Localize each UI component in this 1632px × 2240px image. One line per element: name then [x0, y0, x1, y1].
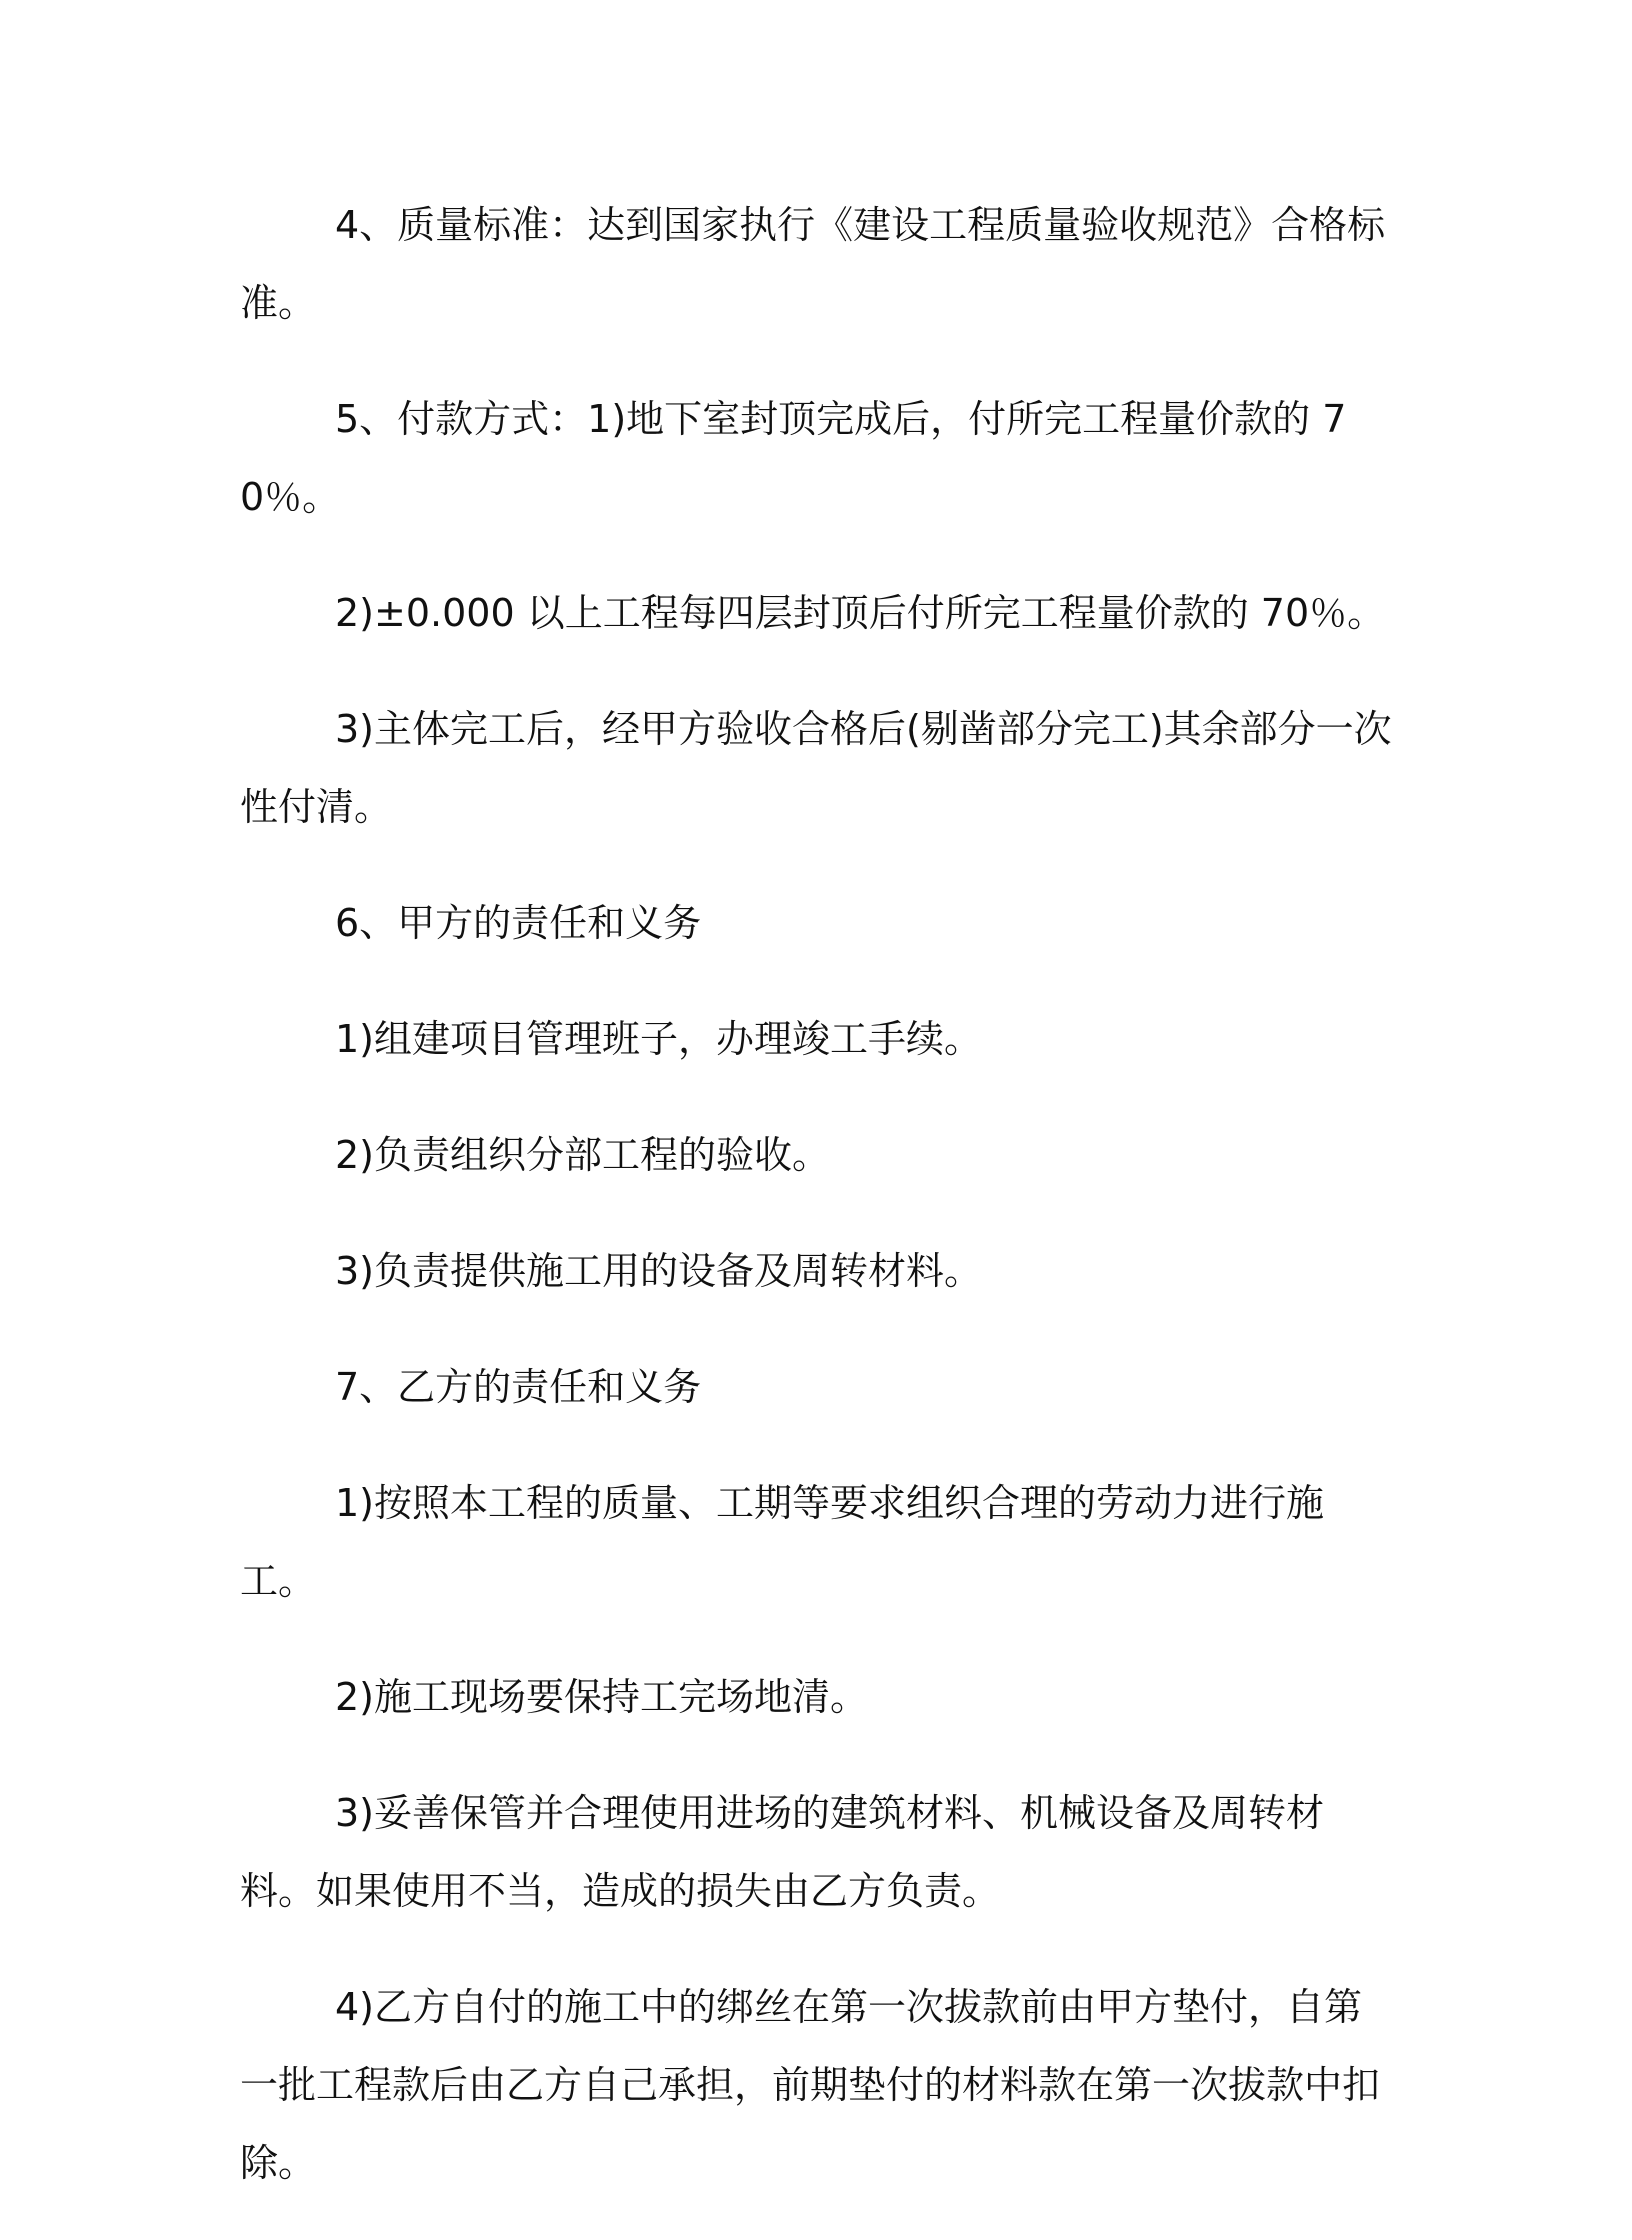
clause-7-item-2: 2)施工现场要保持工完场地清。: [335, 1675, 869, 1719]
clause-7-item-4: 4)乙方自付的施工中的绑丝在第一次拔款前由甲方垫付，自第一批工程款后由乙方自己承担，前期垫付的材料款在第一次拔款中扣除。: [240, 1985, 1381, 2185]
clause-5-payment-method-item-1: 5、付款方式：1)地下室封顶完成后，付所完工程量价款的 70％。: [240, 397, 1347, 519]
clause-7-item-1: 1)按照本工程的质量、工期等要求组织合理的劳动力进行施工。: [240, 1481, 1325, 1603]
clause-4-quality-standard: 4、质量标准：达到国家执行《建设工程质量验收规范》合格标准。: [240, 203, 1386, 325]
clause-7-heading: 7、乙方的责任和义务: [335, 1365, 702, 1409]
clause-6-item-2: 2)负责组织分部工程的验收。: [335, 1133, 831, 1177]
document-body: [240, 186, 1392, 2240]
clause-6-item-3: 3)负责提供施工用的设备及周转材料。: [335, 1249, 983, 1293]
clause-6-item-1: 1)组建项目管理班子，办理竣工手续。: [335, 1017, 983, 1061]
clause-6-heading: 6、甲方的责任和义务: [335, 901, 702, 945]
clause-5-payment-item-2: 2)±0.000 以上工程每四层封顶后付所完工程量价款的 70％。: [335, 591, 1386, 635]
clause-7-item-3: 3)妥善保管并合理使用进场的建筑材料、机械设备及周转材料。如果使用不当，造成的损失由乙方负责。: [240, 1791, 1325, 1913]
clause-5-payment-item-3: 3)主体完工后，经甲方验收合格后(剔凿部分完工)其余部分一次性付清。: [240, 707, 1392, 829]
